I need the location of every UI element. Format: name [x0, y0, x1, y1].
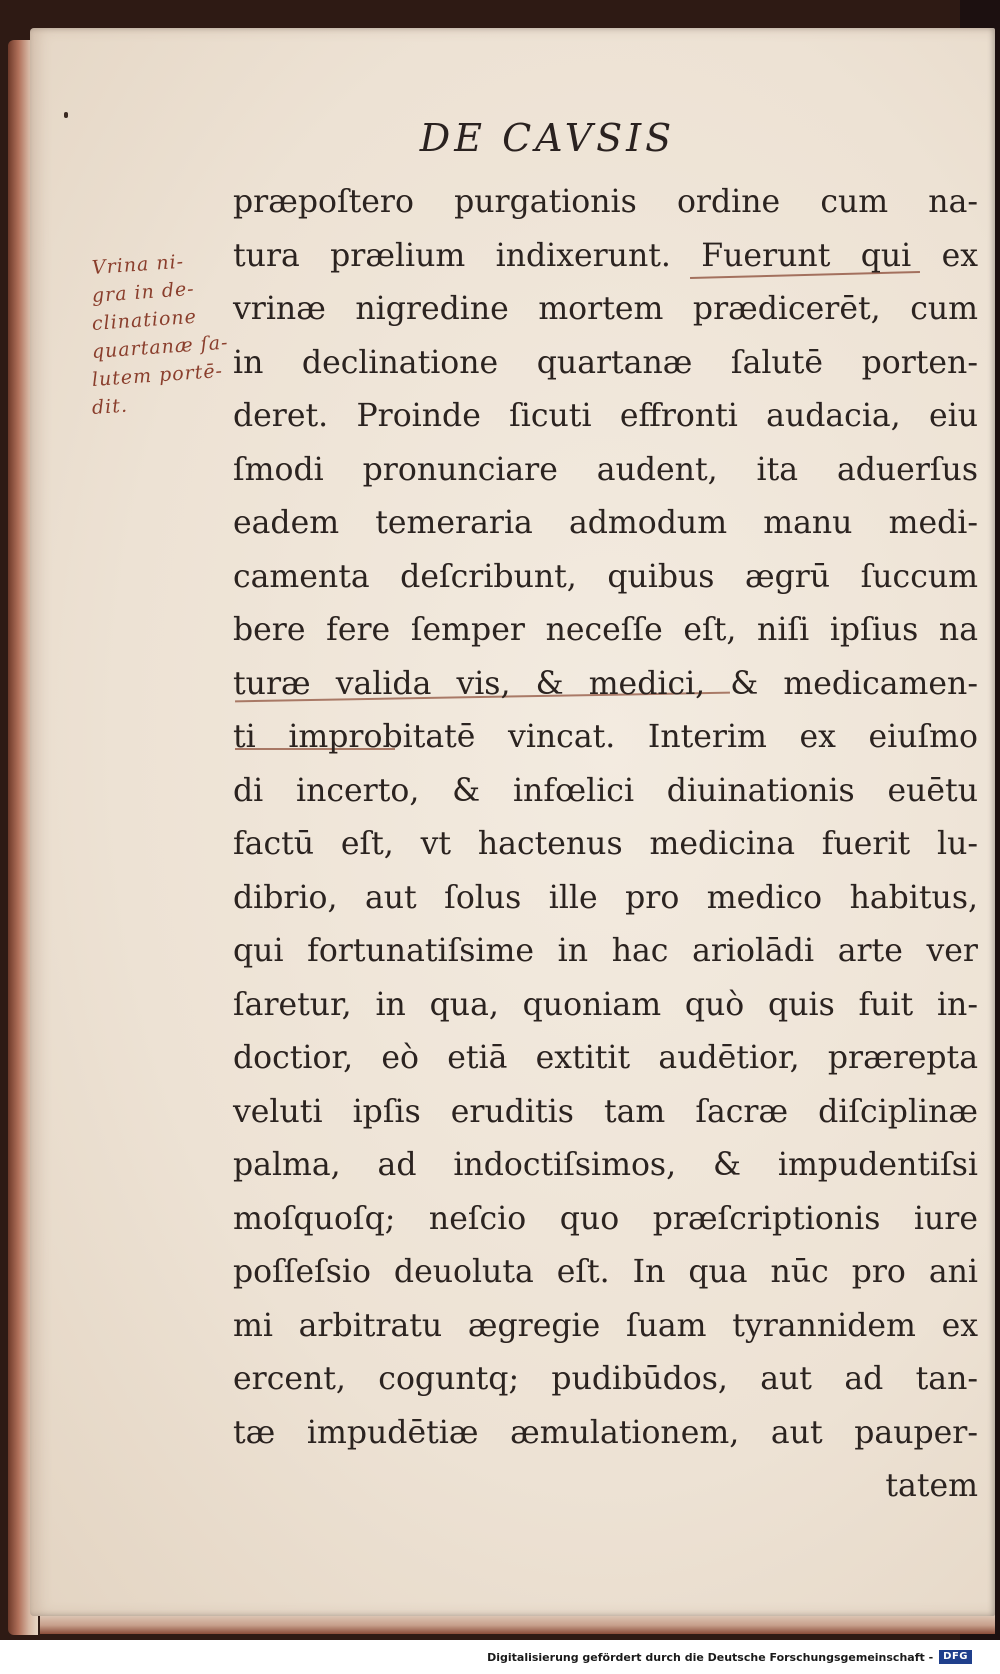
text-line: ſmodi pronunciare audent, ita aduerſus	[233, 451, 978, 488]
marginal-note-line: dit.	[91, 394, 129, 419]
text-line: tura prælium indixerunt. Fuerunt qui ex	[233, 237, 978, 274]
marginal-note-line: quartanæ ſa-	[91, 331, 230, 363]
text-line: eadem temeraria admodum manu medi-	[233, 505, 978, 541]
text-line: in declinatione quartanæ ſalutē porten-	[233, 344, 978, 381]
marginal-note-line: clinatione	[91, 305, 198, 335]
text-line: doctior, eò etiā extitit audētior, prærepta	[233, 1040, 978, 1076]
text-line: poſſeſsio deuoluta eſt. In qua nūc pro ani	[233, 1254, 978, 1290]
text-line: tæ impudētiæ æmulationem, aut pauper-	[233, 1414, 978, 1451]
text-line: di incerto, & infœlici diuinationis euētu	[233, 772, 978, 809]
running-head: DE CAVSIS	[419, 116, 676, 160]
text-line: veluti ipſis eruditis tam ſacræ diſciplinæ	[233, 1093, 978, 1130]
text-line: palma, ad indoctiſsimos, & impudentiſsi	[233, 1147, 978, 1183]
marginal-note-line: Vrina ni-	[91, 250, 185, 279]
text-line: bere fere ſemper neceſſe eſt, niſi ipſius na	[233, 612, 978, 648]
digitization-credit	[487, 1650, 972, 1664]
text-line: turæ valida vis, & medici, & medicamen-	[233, 665, 978, 702]
text-line: factū eſt, vt hactenus medicina fuerit lu-	[233, 826, 978, 862]
text-line: qui fortunatiſsime in hac ariolādi arte ver	[233, 933, 978, 969]
marginal-note-line: lutem portē-	[91, 359, 224, 391]
text-line: ſaretur, in qua, quoniam quò quis fuit in-	[233, 986, 978, 1023]
body-text	[233, 176, 978, 1514]
text-line: camenta deſcribunt, quibus ægrū ſuccum	[233, 558, 978, 595]
text-line: ercent, coguntq; pudibūdos, aut ad tan-	[233, 1361, 978, 1397]
marginal-note-line: gra in de-	[91, 277, 196, 307]
book-page	[30, 28, 995, 1616]
text-line: præpoſtero purgationis ordine cum na-	[233, 184, 978, 220]
text-line: vrinæ nigredine mortem prædicerēt, cum	[233, 291, 978, 327]
credit-text: Digitalisierung gefördert durch die Deutsche Forschungsgemeinschaft -	[487, 1650, 934, 1664]
text-line: moſquoſq; neſcio quo præſcriptionis iure	[233, 1200, 978, 1237]
catchword: tatem	[885, 1468, 978, 1504]
text-line: mi arbitratu ægregie ſuam tyrannidem ex	[233, 1307, 978, 1344]
dfg-logo: DFG	[939, 1650, 972, 1664]
text-line: deret. Proinde ſicuti effronti audacia, eiu	[233, 398, 978, 434]
text-line: dibrio, aut ſolus ille pro medico habitus,	[233, 879, 978, 916]
text-line: ti improbitatē vincat. Interim ex eiuſmo	[233, 719, 978, 755]
